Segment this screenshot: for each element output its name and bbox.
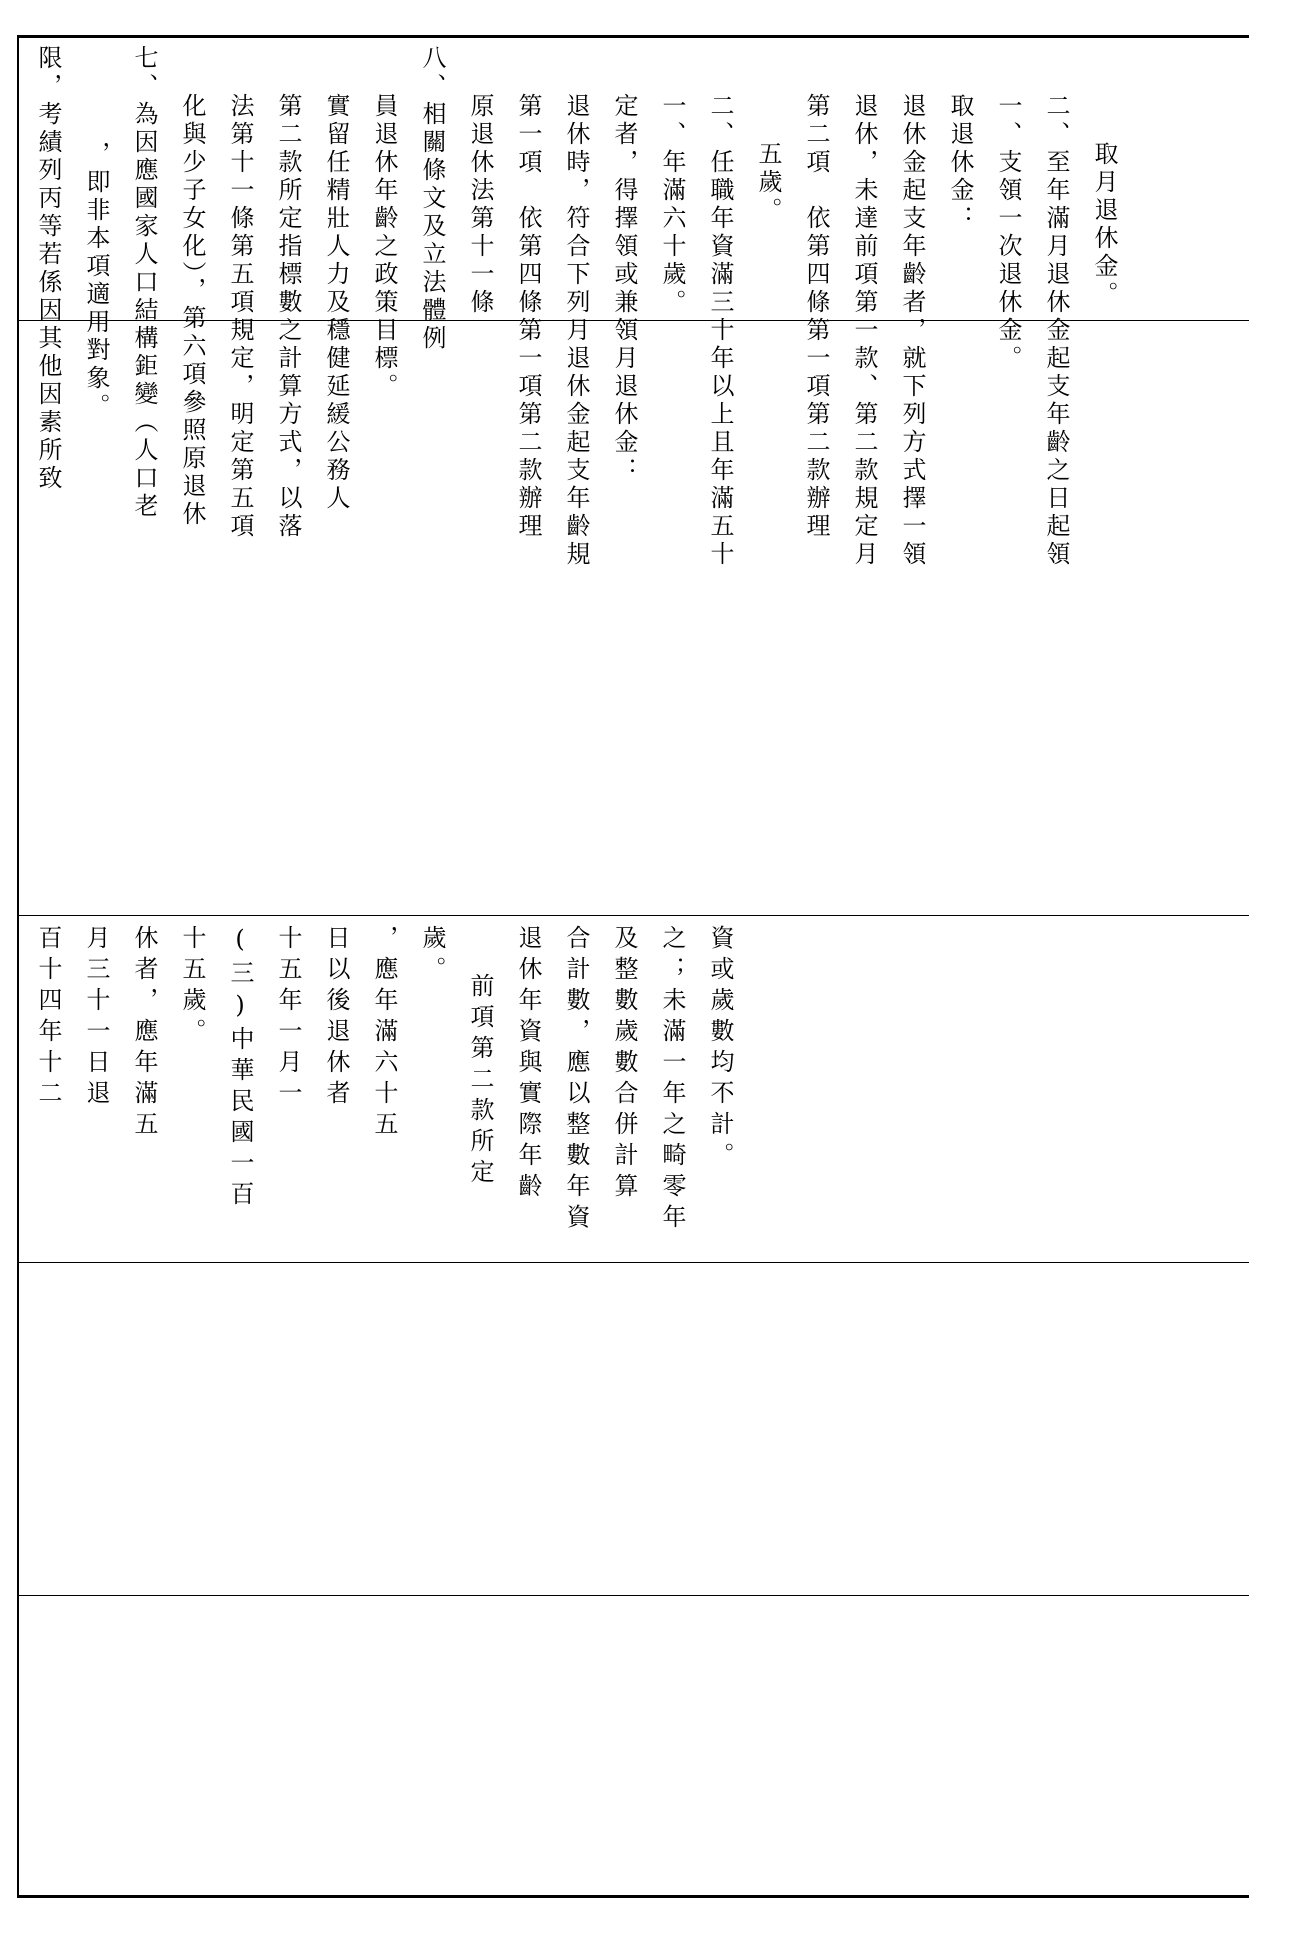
text-line: 退休年資與實際年齡 xyxy=(514,925,542,1204)
text-line: 及整數歲數合併計算 xyxy=(610,925,638,1204)
top-rule xyxy=(17,35,1249,38)
empty-cell-1 xyxy=(24,322,1224,912)
empty-cell-2 xyxy=(24,1265,1224,1593)
text-line: 資或歲數均不計。 xyxy=(706,925,734,1173)
text-line: 之；未滿一年之畸零年 xyxy=(658,925,686,1235)
text-line: 月三十一日退 xyxy=(82,925,110,1111)
text-line: 百十四年十二 xyxy=(34,925,62,1111)
text-line: 第一項 依第四條第一項第二款辦理 xyxy=(514,93,542,541)
text-line: 取退休金： xyxy=(946,93,974,233)
text-line: 十五歲。 xyxy=(178,925,206,1049)
text-line: 第二款所定指標數之計算方式，以落 xyxy=(274,93,302,541)
text-line: (三)中華民國一百 xyxy=(226,925,254,1212)
text-line: ，即非本項適用對象。 xyxy=(82,141,110,421)
row-divider-4 xyxy=(17,1595,1249,1596)
text-line: 退休金起支年齡者，就下列方式擇一領 xyxy=(898,93,926,569)
provision-text xyxy=(24,925,744,1235)
explanation-cell xyxy=(24,45,1224,569)
row-divider-3 xyxy=(17,1262,1249,1263)
text-line: 取月退休金。 xyxy=(1090,141,1118,309)
text-line: 一、支領一次退休金。 xyxy=(994,93,1022,373)
text-line: 日以後退休者 xyxy=(322,925,350,1111)
text-line: 八、相關條文及立法體例 xyxy=(418,45,446,353)
text-line: 二、至年滿月退休金起支年齡之日起領 xyxy=(1042,93,1070,569)
text-line: 定者，得擇領或兼領月退休金： xyxy=(610,93,638,485)
text-line: 七、為因應國家人口結構鉅變（人口老 xyxy=(130,45,158,521)
provision-cell xyxy=(24,925,1224,1255)
text-line: 化與少子女化），第六項參照原退休 xyxy=(178,93,206,529)
empty-cell-3 xyxy=(24,1598,1224,1893)
text-line: 退休，未達前項第一款、第二款規定月 xyxy=(850,93,878,569)
text-line: ，應年滿六十五 xyxy=(370,925,398,1142)
text-line: 歲。 xyxy=(418,925,446,987)
text-line: 一、年滿六十歲。 xyxy=(658,93,686,317)
text-line: 十五年一月一 xyxy=(274,925,302,1111)
text-line: 五歲。 xyxy=(754,141,782,225)
text-line: 第二項 依第四條第一項第二款辦理 xyxy=(802,93,830,541)
text-line: 前項第二款所定 xyxy=(466,973,494,1190)
bottom-rule xyxy=(17,1895,1249,1898)
row-divider-2 xyxy=(17,915,1249,916)
text-line: 實留任精壯人力及穩健延緩公務人 xyxy=(322,93,350,513)
text-line: 二、任職年資滿三十年以上且年滿五十 xyxy=(706,93,734,569)
text-line: 法第十一條第五項規定，明定第五項 xyxy=(226,93,254,541)
text-line: 員退休年齡之政策目標。 xyxy=(370,93,398,401)
text-line: 原退休法第十一條 xyxy=(466,93,494,317)
text-line: 休者，應年滿五 xyxy=(130,925,158,1142)
text-line: 限，考績列丙等若係因其他因素所致 xyxy=(34,45,62,493)
text-line: 退休時，符合下列月退休金起支年齡規 xyxy=(562,93,590,569)
text-line: 合計數，應以整數年資 xyxy=(562,925,590,1235)
left-rule xyxy=(17,35,19,1898)
